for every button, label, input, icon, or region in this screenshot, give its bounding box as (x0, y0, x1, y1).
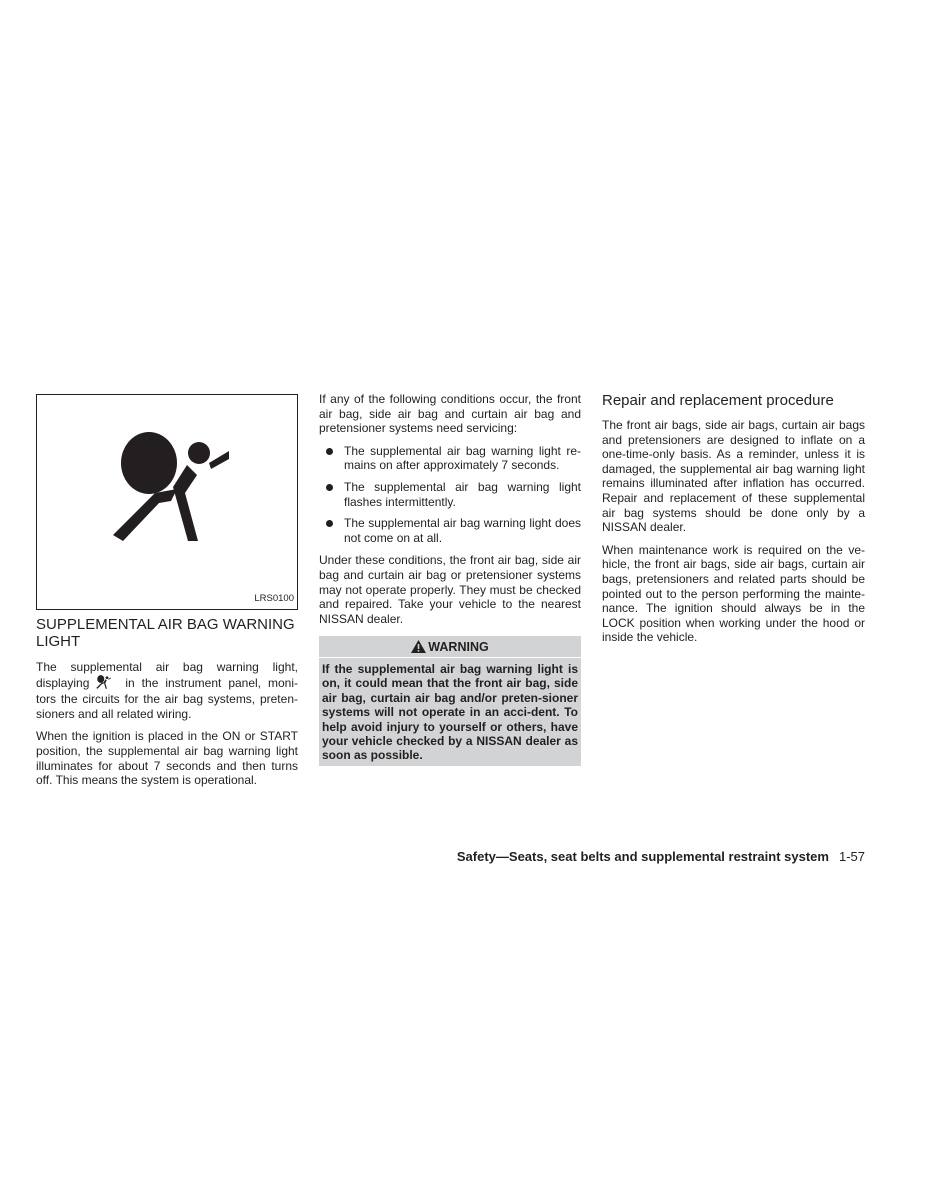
page-footer (300, 849, 865, 864)
paragraph-text: The supplemental air bag warning light, displaying (36, 660, 298, 690)
warning-triangle-icon (411, 640, 426, 653)
figure-label: LRS0100 (254, 593, 294, 605)
paragraph-intro (36, 660, 298, 721)
left-column (36, 394, 298, 796)
section-subtitle: Repair and replacement procedure (602, 392, 834, 409)
conditions-list (319, 444, 581, 546)
middle-column (319, 392, 581, 766)
bullet-icon (326, 520, 333, 527)
paragraph-conditions: If any of the following conditions occur, the front air bag, side air bag and curtain air bag and pretensioner systems need servicing: (319, 392, 581, 436)
paragraph-servicing: Under these conditions, the front air bag, side air bag and curtain air bag or pretensioner systems may not operate properly. They must be checked and repaired. Take your vehicle to the nearest NISSAN dealer. (319, 553, 581, 626)
paragraph-ignition: When the ignition is placed in the ON or START position, the supplemental air bag warning light illuminates for about 7 seconds and then turns off. This means the system is operational. (36, 729, 298, 788)
list-item (319, 480, 581, 509)
paragraph-text: in the instrument panel, moni-tors the circuits for the air bag systems, preten-sioners and all related wiring. (36, 675, 298, 721)
airbag-warning-icon (105, 431, 229, 543)
list-item-text: The supplemental air bag warning light flashes intermittently. (344, 479, 581, 509)
footer-title: Safety—Seats, seat belts and supplemental restraint system (456, 849, 829, 864)
list-item-text: The supplemental air bag warning light does not come on at all. (344, 516, 581, 545)
list-item (319, 444, 581, 473)
warning-box (319, 636, 581, 765)
warning-header (319, 636, 581, 658)
page-number: 1-57 (838, 849, 865, 864)
right-column (602, 392, 865, 653)
airbag-warning-icon (95, 675, 111, 693)
section-title: SUPPLEMENTAL AIR BAG WARNING LIGHT (36, 616, 295, 650)
paragraph-repair: The front air bags, side air bags, curtain air bags and pretensioners are designed to inflate on a one-time-only basis. As a reminder, unless it is damaged, the supplemental air bag warning light remains illuminated after inflation has occurred. Repair and replacement of these supplemental air bag systems should be done only by a NISSAN dealer. (602, 418, 865, 535)
list-item-text: The supplemental air bag warning light re-mains on after approximately 7 seconds. (344, 443, 581, 473)
warning-text: If the supplemental air bag warning light is on, it could mean that the front air bag, side air bag, curtain air bag and/or preten-sioner systems will not operate in an acci-dent. To help avoid injury to yourself or others, have your vehicle checked by a NISSAN dealer as soon as possible. (322, 661, 578, 763)
bullet-icon (326, 448, 333, 455)
list-item (319, 516, 581, 545)
airbag-figure (36, 394, 298, 610)
paragraph-maintenance: When maintenance work is required on the ve-hicle, the front air bags, side air bags, curtain air bags, pretensioners and related parts should be pointed out to the person performing the mainte-nance. The ignition should always be in the LOCK position when working under the hood or inside the vehicle. (602, 542, 865, 645)
warning-title: WARNING (428, 640, 489, 655)
bullet-icon (326, 484, 333, 491)
